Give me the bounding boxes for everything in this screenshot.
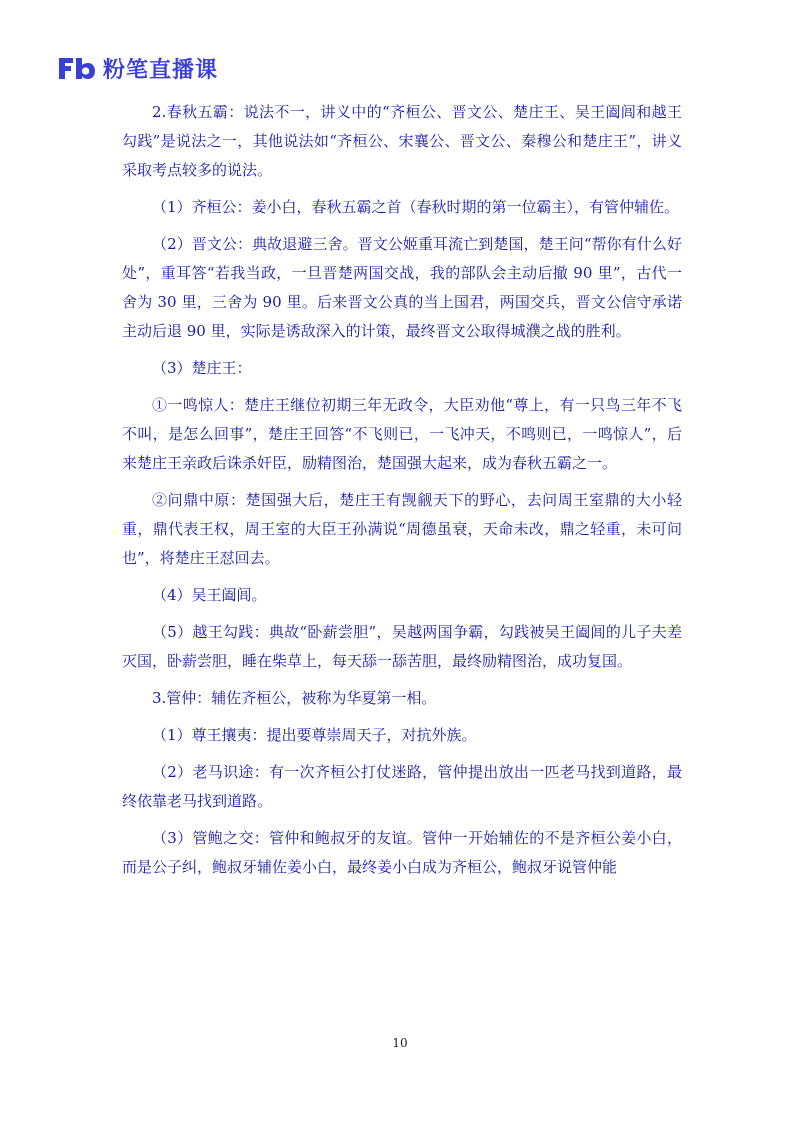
page-number: 10 <box>392 1036 408 1050</box>
paragraph-chu-zhuangwang-heading: （3）楚庄王： <box>152 359 252 377</box>
paragraph-lao-ma-shi-tu: （2）老马识途：有一次齐桓公打仗迷路，管仲提出放出一匹老马找到道路，最终依靠老马找到道路。 <box>122 763 682 810</box>
document-body <box>122 98 682 890</box>
paragraph-guan-zhong: 3.管仲：辅佐齐桓公，被称为华夏第一相。 <box>152 689 437 707</box>
paragraph-yi-ming-jing-ren: ①一鸣惊人：楚庄王继位初期三年无政令，大臣劝他“尊上，有一只鸟三年不飞不叫，是怎么回事”，楚庄王回答“不飞则已，一飞冲天，不鸣则已，一鸣惊人”，后来楚庄王亲政后诛杀奸臣，励精图治，楚国强大起来，成为春秋五霸之一。 <box>122 396 682 472</box>
paragraph-yue-wang-goujian: （5）越王勾践：典故“卧薪尝胆”，吴越两国争霸，勾践被吴王阖闾的儿子夫差灭国，卧薪尝胆，睡在柴草上，每天舔一舔苦胆，最终励精图治，成功复国。 <box>122 623 682 670</box>
paragraph-guan-bao-zhi-jiao: （3）管鲍之交：管仲和鲍叔牙的友谊。管仲一开始辅佐的不是齐桓公姜小白，而是公子纠，鲍叔牙辅佐姜小白，最终姜小白成为齐桓公，鲍叔牙说管仲能 <box>122 829 682 876</box>
page-header <box>57 52 218 84</box>
paragraph-jin-wengong: （2）晋文公：典故退避三舍。晋文公姬重耳流亡到楚国，楚王问“帮你有什么好处”，重耳答“若我当政，一旦晋楚两国交战，我的部队会主动后撤 90 里”，古代一舍为 30 里，三舍为 90 里。后来晋文公真的当上国君，两国交兵，晋文公信守承诺主动后退 90 里，实际是诱敌深入的计策，最终晋文公取得城濮之战的胜利。 <box>122 235 682 340</box>
paragraph-wuba-intro: 2.春秋五霸：说法不一，讲义中的“齐桓公、晋文公、楚庄王、吴王阖闾和越王勾践”是说法之一，其他说法如“齐桓公、宋襄公、晋文公、秦穆公和楚庄王”，讲义采取考点较多的说法。 <box>122 103 682 179</box>
paragraph-wen-ding-zhong-yuan: ②问鼎中原：楚国强大后，楚庄王有觊觎天下的野心，去问周王室鼎的大小轻重，鼎代表王权，周王室的大臣王孙满说“周德虽衰，天命未改，鼎之轻重，未可问也”，将楚庄王怼回去。 <box>122 491 682 567</box>
paragraph-wu-wang-helu: （4）吴王阖闾。 <box>152 586 267 604</box>
brand-name: 粉笔直播课 <box>103 57 219 83</box>
paragraph-zun-wang-rang-yi: （1）尊王攘夷：提出要尊崇周天子，对抗外族。 <box>152 726 477 744</box>
paragraph-qi-huangong: （1）齐桓公：姜小白，春秋五霸之首（春秋时期的第一位霸主），有管仲辅佐。 <box>152 198 680 216</box>
fb-logo-icon <box>57 55 97 81</box>
